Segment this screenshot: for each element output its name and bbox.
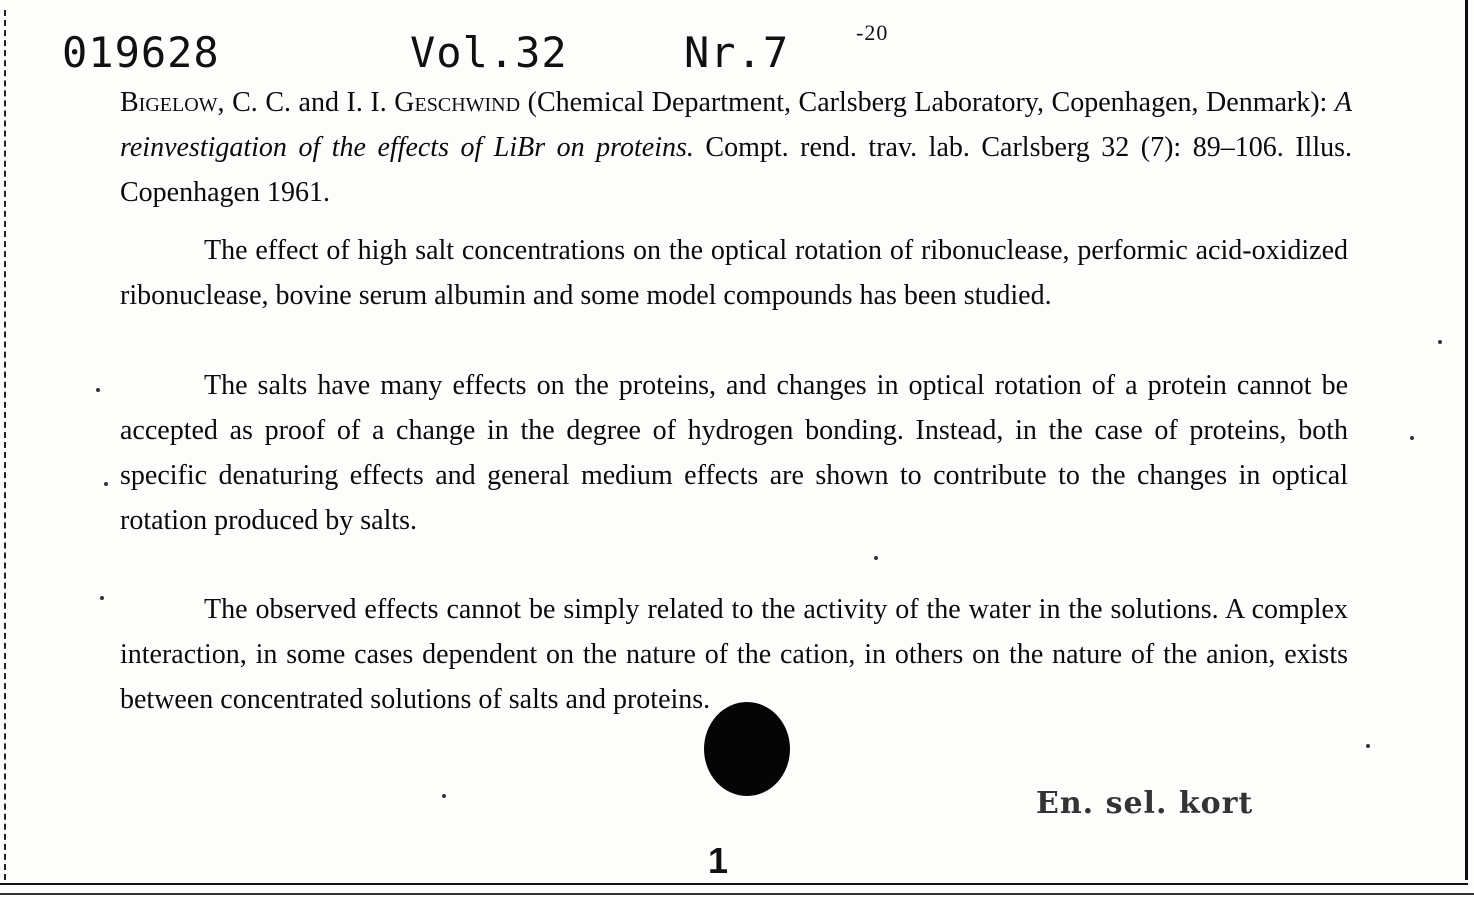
card-left-edge: [4, 10, 9, 880]
speck: [442, 794, 446, 798]
margin-note: -20: [856, 20, 889, 45]
stamp-mark: En. sel. kort: [1036, 786, 1254, 821]
abstract-paragraph-2: The salts have many effects on the proteins, and changes in optical rotation of a protein cannot be accepted as proof of a change in the degree of hydrogen bonding. Instead, in the case of proteins, both specific denaturing effects and general medium effects are shown to contribute to the changes in optical rotation produced by salts.: [120, 370, 1348, 536]
speck: [100, 596, 104, 600]
speck: [1410, 436, 1414, 440]
card-bottom-edge: [0, 880, 1468, 885]
abstract-paragraph-1: The effect of high salt concentrations on the optical rotation of ribonuclease, performic acid-oxidized ribonuclease, bovine serum albumin and some model compounds has been studied.: [120, 235, 1348, 311]
page-number: 1: [708, 840, 729, 881]
abstract-paragraph-3: The observed effects cannot be simply related to the activity of the water in the solutions. A complex interaction, in some cases dependent on the nature of the cation, in others on the nature of the anion, exists between concentrated solutions of salts and proteins.: [120, 594, 1348, 715]
card-right-edge: [1461, 0, 1468, 880]
source-reference: Compt. rend. trav. lab. Carlsberg 32 (7): 89–106. Illus. Copenhagen 1961.: [120, 132, 1352, 208]
speck: [874, 556, 878, 560]
ink-blot: [704, 702, 790, 796]
volume-label: Vol.32: [410, 28, 568, 77]
affiliation: (Chemical Department, Carlsberg Laboratory, Copenhagen, Denmark):: [520, 87, 1335, 118]
author-initials: , C. C. and I. I.: [217, 87, 395, 118]
speck: [1438, 340, 1442, 344]
article-title: A reinvestigation of the effects of LiBr on proteins.: [120, 87, 1352, 163]
accession-number: 019628: [62, 28, 220, 77]
card-bottom-edge-outer: [0, 890, 1474, 895]
speck: [96, 388, 100, 392]
author-2: Geschwind: [394, 87, 521, 118]
issue-number: Nr.7: [684, 28, 790, 77]
citation: [120, 80, 1352, 215]
author-1: Bigelow: [120, 87, 218, 118]
speck: [1366, 744, 1370, 748]
speck: [104, 482, 108, 486]
